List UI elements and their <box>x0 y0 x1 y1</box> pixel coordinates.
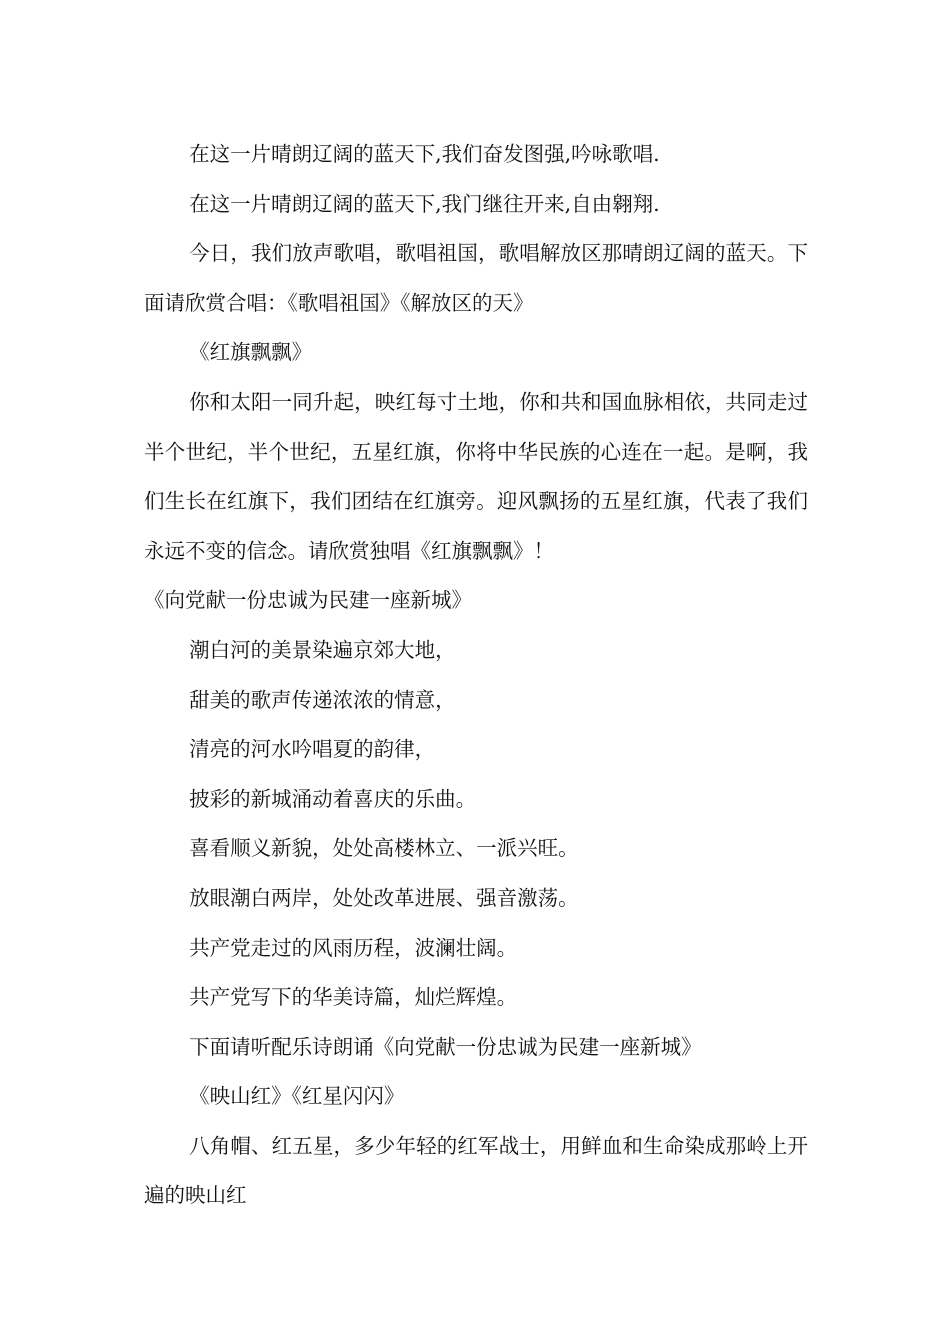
document-body <box>144 130 808 1221</box>
paragraph-17: 八角帽、红五星，多少年轻的红军战士，用鲜血和生命染成那岭上开遍的映山红 <box>144 1133 808 1208</box>
poem-line-8: 共产党写下的华美诗篇，灿烂辉煌。 <box>189 985 518 1010</box>
poem-line-4: 披彩的新城涌动着喜庆的乐曲。 <box>189 786 477 811</box>
poem-line-5: 喜看顺义新貌，处处高楼林立、一派兴旺。 <box>189 836 579 861</box>
poem-line-3: 清亮的河水吟唱夏的韵律， <box>189 737 436 762</box>
paragraph-1: 在这一片晴朗辽阔的蓝天下,我们奋发图强,吟咏歌唱. <box>189 142 660 166</box>
poem-title: 《向党献一份忠诚为民建一座新城》 <box>144 588 472 613</box>
paragraph-3: 今日，我们放声歌唱，歌唱祖国，歌唱解放区那晴朗辽阔的蓝天。下面请欣赏合唱：《歌唱祖国》《解放区的天》 <box>144 241 808 315</box>
song-title-yingshanhong: 《映山红》《红星闪闪》 <box>189 1084 405 1109</box>
poem-line-6: 放眼潮白两岸，处处改革进展、强音激荡。 <box>189 885 579 910</box>
poem-intro: 下面请听配乐诗朗诵《向党献一份忠诚为民建一座新城》 <box>189 1034 702 1059</box>
song-title-hongqi: 《红旗飘飘》 <box>189 340 313 365</box>
poem-line-1: 潮白河的美景染遍京郊大地， <box>189 637 456 662</box>
poem-line-7: 共产党走过的风雨历程，波澜壮阔。 <box>189 935 518 960</box>
paragraph-5: 你和太阳一同升起，映红每寸土地，你和共和国血脉相依，共同走过半个世纪，半个世纪，五星红旗，你将中华民族的心连在一起。是啊，我们生长在红旗下，我们团结在红旗旁。迎风飘扬的五星红旗，代表了我们永远不变的信念。请欣赏独唱《红旗飘飘》！ <box>144 389 808 563</box>
paragraph-2: 在这一片晴朗辽阔的蓝天下,我门继往开来,自由翱翔. <box>189 191 660 216</box>
poem-line-2: 甜美的歌声传递浓浓的情意， <box>189 687 456 712</box>
